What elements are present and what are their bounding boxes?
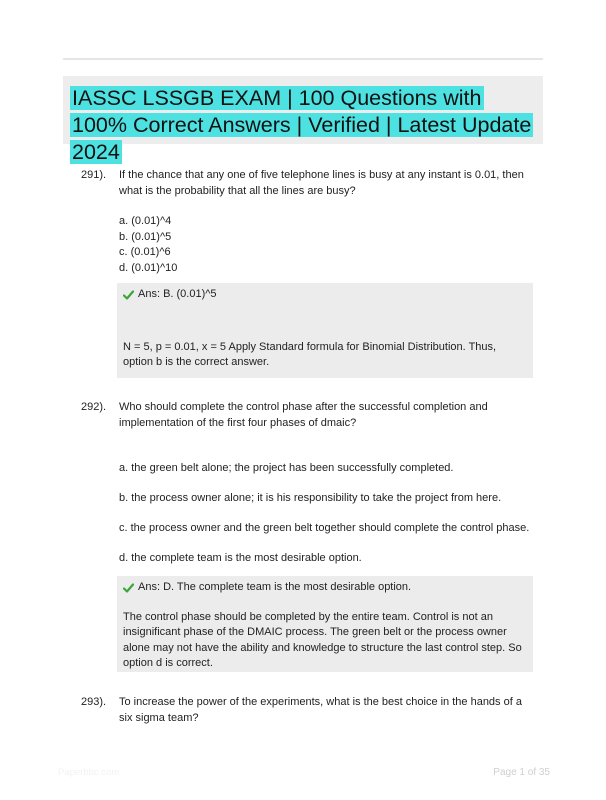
question-number: 293). (81, 696, 107, 708)
answer-explanation: The control phase should be completed by the entire team. Control is not an insignificant phase of the DMAIC process. The green belt or the process owner alone may not have the ability and knowledge to structure the last control step. So option d is correct. (123, 610, 522, 669)
option-a: a. the green belt alone; the project has been successfully completed. (119, 462, 454, 474)
answer-box (117, 576, 533, 672)
answer-explanation: N = 5, p = 0.01, x = 5 Apply Standard formula for Binomial Distribution. Thus, option b is the correct answer. (123, 340, 497, 368)
question-number: 292). (81, 401, 107, 413)
page-number: Page 1 of 35 (493, 767, 550, 778)
option-c: c. the process owner and the green belt together should complete the control phase. (119, 522, 530, 534)
checkmark-icon (123, 583, 134, 593)
option-a: a. (0.01)^4 (119, 215, 172, 227)
option-d: d. (0.01)^10 (119, 262, 178, 274)
answer-text: Ans: D. The complete team is the most desirable option. (138, 581, 412, 593)
top-divider (63, 58, 543, 60)
footer-watermark: Paperbbc.com (58, 767, 120, 778)
question-text: Who should complete the control phase after the successful completion and implementation of the first four phases of dmaic? (119, 401, 488, 429)
answer-box (117, 283, 533, 378)
answer-text: Ans: B. (0.01)^5 (138, 288, 217, 300)
checkmark-icon (123, 290, 134, 300)
question-text: To increase the power of the experiments, what is the best choice in the hands of a six sigma team? (119, 696, 522, 724)
page-title-text: IASSC LSSGB EXAM | 100 Questions with 100% Correct Answers | Verified | Latest Update 2024 (72, 86, 532, 164)
question-number: 291). (81, 169, 107, 181)
option-d: d. the complete team is the most desirable option. (119, 552, 362, 564)
option-b: b. the process owner alone; it is his responsibility to take the project from here. (119, 492, 502, 504)
option-c: c. (0.01)^6 (119, 246, 171, 258)
page-title (70, 85, 540, 166)
option-b: b. (0.01)^5 (119, 231, 172, 243)
question-text: If the chance that any one of five telephone lines is busy at any instant is 0.01, then what is the probability that all the lines are busy? (119, 169, 524, 197)
